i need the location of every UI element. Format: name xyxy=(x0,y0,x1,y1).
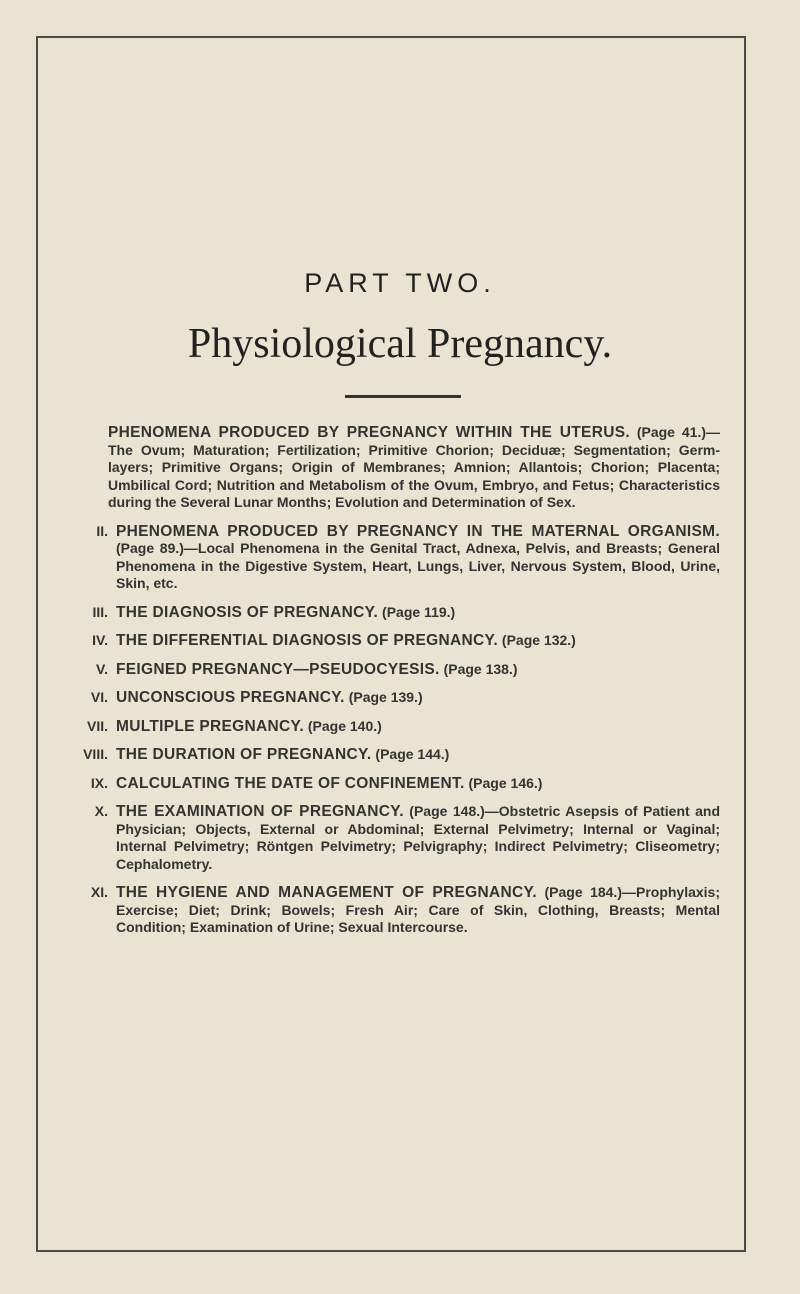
contents-entry xyxy=(90,774,720,793)
entry-heading: THE DURATION OF PREGNANCY. xyxy=(116,746,372,763)
entry-description: (Page 132.) xyxy=(501,632,576,648)
entry-number: IX. xyxy=(90,774,108,791)
entry-heading: THE HYGIENE AND MANAGEMENT OF PREGNANCY. xyxy=(116,884,538,901)
entry-heading: THE EXAMINATION OF PREGNANCY. xyxy=(116,803,404,820)
entry-description: (Page 184.)—Prophylaxis; Exercise; Diet; Drink; Bowels; Fresh Air; Care of Skin, Clothing, Breasts; Mental Condition; Examination of Urine; Sexual Intercourse. xyxy=(116,884,721,935)
entry-heading: PHENOMENA PRODUCED BY PREGNANCY IN THE MATERNAL ORGANISM. xyxy=(116,522,720,540)
entry-heading: THE DIAGNOSIS OF PREGNANCY. xyxy=(116,603,379,621)
entry-number: X. xyxy=(94,803,108,819)
contents-entry xyxy=(83,746,720,764)
entry-description: (Page 148.)—Obstetric Asepsis of Patient and Physician; Objects, External or Abdominal; External Pelvimetry; Internal or Vaginal; Internal Pelvimetry; Röntgen Pelvimetry; Pelvigraphy; Indirect Pelvimetry; Cliseometry; Cephalometry. xyxy=(116,803,721,872)
entry-heading: UNCONSCIOUS PREGNANCY. xyxy=(116,689,345,706)
entry-description: (Page 139.) xyxy=(348,689,423,705)
contents-entry xyxy=(94,523,720,593)
entry-description: (Page 138.) xyxy=(443,660,518,677)
main-title: Physiological Pregnancy. xyxy=(187,321,613,367)
entry-heading: CALCULATING THE DATE OF CONFINEMENT. xyxy=(116,774,465,792)
entry-number: III. xyxy=(92,603,108,620)
entry-number: VIII. xyxy=(83,746,108,762)
entry-number: VII. xyxy=(86,717,108,734)
part-title: PART TWO. xyxy=(304,268,496,298)
contents-entry xyxy=(90,884,721,937)
entry-heading: MULTIPLE PREGNANCY. xyxy=(116,717,304,735)
title-rule xyxy=(345,395,461,398)
entry-description: (Page 41.)—The Ovum; Maturation; Fertilization; Primitive Chorion; Deciduæ; Segmentation; Germ-layers; Primitive Organs; Origin of Membranes; Amnion; Allantois; Chorion; Placenta; Umbilical Cord; Nutrition and Metabolism of the Ovum, Embryo, and Fetus; Characteristics during the Several Lunar Months; Evolution and Determination of Sex. xyxy=(108,424,720,510)
entry-description: (Page 119.) xyxy=(382,603,456,620)
contents-entry xyxy=(90,689,720,707)
entry-description: (Page 89.)—Local Phenomena in the Genital Tract, Adnexa, Pelvis, and Breasts; General Phenomena in the Digestive System, Heart, Lungs, Liver, Nervous System, Blood, Urine, Skin, etc. xyxy=(116,540,720,591)
contents-entry xyxy=(86,717,720,736)
entry-number: V. xyxy=(96,660,108,677)
entry-number: IV. xyxy=(92,632,108,648)
entry-number: II. xyxy=(96,522,108,539)
entry-number: VI. xyxy=(90,689,108,705)
entry-heading: THE DIFFERENTIAL DIAGNOSIS OF PREGNANCY. xyxy=(116,632,499,649)
entry-description: (Page 146.) xyxy=(468,774,543,791)
contents-entry xyxy=(94,424,720,512)
entry-number: XI. xyxy=(90,884,108,900)
contents-list xyxy=(83,424,721,948)
entry-heading: FEIGNED PREGNANCY—PSEUDOCYESIS. xyxy=(116,660,440,678)
entry-description: (Page 144.) xyxy=(375,746,450,762)
contents-entry xyxy=(94,604,720,622)
contents-entry xyxy=(94,803,720,873)
contents-entry xyxy=(94,632,720,650)
contents-entry xyxy=(94,661,720,679)
entry-heading: PHENOMENA PRODUCED BY PREGNANCY WITHIN THE UTERUS. xyxy=(108,424,630,441)
entry-description: (Page 140.) xyxy=(307,717,382,734)
